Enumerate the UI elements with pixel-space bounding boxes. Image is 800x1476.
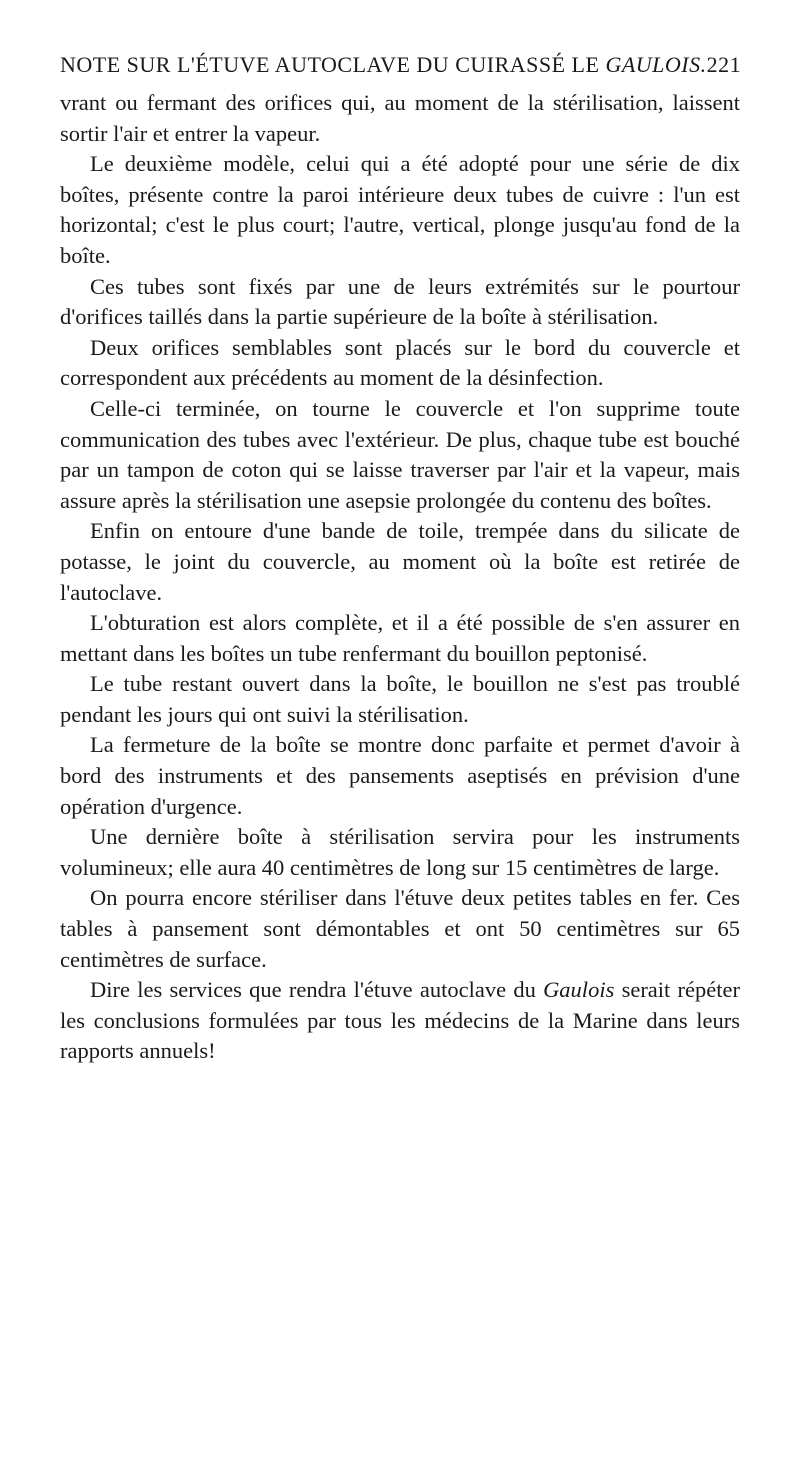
ship-name: Gaulois [543, 977, 615, 1003]
paragraph: Ces tubes sont fixés par une de leurs extrémités sur le pourtour d'orifices taillés dans la partie supérieure de la boîte à stérilisation. [60, 273, 740, 330]
paragraph: L'obturation est alors complète, et il a été possible de s'en assurer en mettant dans les boîtes un tube renfermant du bouillon peptonisé. [60, 610, 740, 666]
final-paragraph-end: serait répéter les conclusions formulées par tous les médecins de la Marine dans leurs rapports annuels! [60, 977, 740, 1064]
paragraph: On pourra encore stériliser dans l'étuve deux petites tables en fer. Ces tables à pansement sont démontables et ont 50 centimètres sur 65 centimètres de surface. [60, 885, 740, 972]
body-text [60, 88, 740, 1067]
final-paragraph [60, 975, 740, 1067]
paragraph: Celle-ci terminée, on tourne le couvercle et l'on supprime toute communication des tubes avec l'extérieur. De plus, chaque tube est bouché par un tampon de coton qui se laisse traverser par l'air et la vapeur, mais assure après la stérilisation une asepsie prolongée du contenu des boîtes. [60, 395, 740, 513]
running-title [60, 52, 707, 78]
paragraph: Enfin on entoure d'une bande de toile, trempée dans du silicate de potasse, le joint du couvercle, au moment où la boîte est retirée de l'autoclave. [60, 518, 740, 605]
paragraph-continued: vrant ou fermant des orifices qui, au moment de la stérilisation, laissent sortir l'air et entrer la vapeur. [60, 90, 740, 146]
paragraph: Une dernière boîte à stérilisation servira pour les instruments volumineux; elle aura 40 centimètres de long sur 15 centimètres de large. [60, 824, 740, 880]
running-title-ship-name: GAULOIS. [605, 52, 707, 77]
running-header [60, 52, 740, 86]
paragraph: Le tube restant ouvert dans la boîte, le bouillon ne s'est pas troublé pendant les jours qui ont suivi la stérilisation. [60, 671, 740, 727]
paragraph: Le deuxième modèle, celui qui a été adopté pour une série de dix boîtes, présente contre la paroi intérieure deux tubes de cuivre : l'un est horizontal; c'est le plus court; l'autre, vertical, plonge jusqu'au fond de la boîte. [60, 151, 740, 268]
final-paragraph-start: Dire les services que rendra l'étuve autoclave du [90, 977, 544, 1003]
running-title-text: NOTE SUR L'ÉTUVE AUTOCLAVE DU CUIRASSÉ LE [60, 52, 600, 77]
paragraph: Deux orifices semblables sont placés sur le bord du couvercle et correspondent aux précédents au moment de la désinfection. [60, 334, 740, 391]
paragraph: La fermeture de la boîte se montre donc parfaite et permet d'avoir à bord des instruments et des pansements aseptisés en prévision d'une opération d'urgence. [60, 732, 740, 819]
page-number: 221 [706, 52, 742, 77]
